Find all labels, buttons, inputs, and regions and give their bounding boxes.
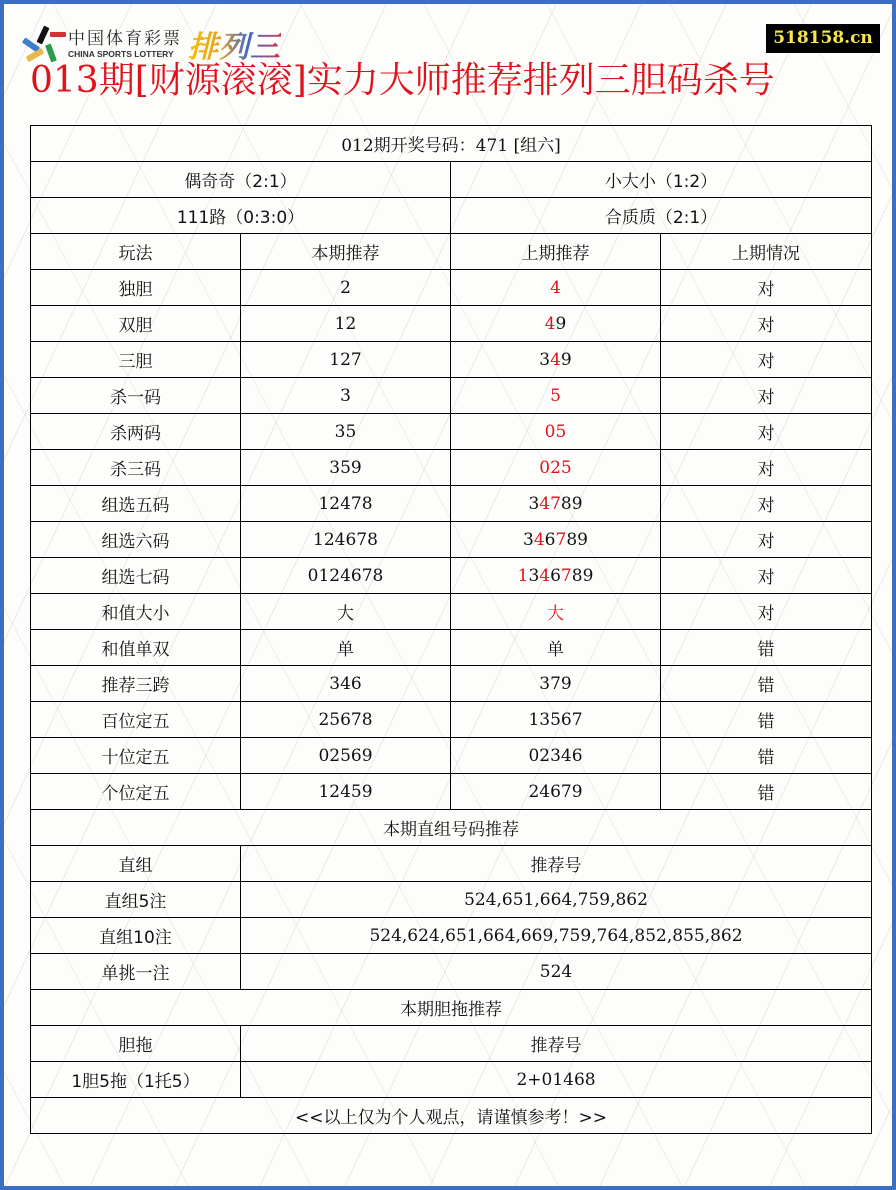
- direct-section-title: 本期直组号码推荐: [31, 810, 872, 846]
- miss-digits: 6: [550, 565, 561, 586]
- current-pick: 大: [241, 594, 451, 630]
- play-type: 组选六码: [31, 522, 241, 558]
- miss-digits: 9: [555, 313, 567, 334]
- footer-row: [31, 1098, 872, 1134]
- hit-digits: 4: [550, 277, 561, 298]
- table-header: [31, 234, 872, 270]
- current-pick: 359: [241, 450, 451, 486]
- table-row: [31, 522, 872, 558]
- table-row: [31, 882, 872, 918]
- table-row: [31, 738, 872, 774]
- play-type: 个位定五: [31, 774, 241, 810]
- current-pick: 12478: [241, 486, 451, 522]
- dantuo-value: 2+01468: [241, 1062, 872, 1098]
- current-pick: 02569: [241, 738, 451, 774]
- table-row: [31, 774, 872, 810]
- play-type: 三胆: [31, 342, 241, 378]
- shape-row: [31, 162, 872, 198]
- previous-pick: [451, 378, 661, 414]
- table-row: [31, 954, 872, 990]
- miss-digits: 单: [547, 640, 564, 660]
- table-row: [31, 918, 872, 954]
- miss-digits: 89: [566, 529, 588, 550]
- direct-col-value: 推荐号: [241, 846, 872, 882]
- miss-digits: 3: [523, 529, 534, 550]
- play-type: 推荐三跨: [31, 666, 241, 702]
- site-badge: 518158.cn: [766, 24, 880, 53]
- previous-pick: [451, 630, 661, 666]
- table-row: [31, 594, 872, 630]
- miss-digits: 6: [544, 529, 556, 550]
- previous-pick: [451, 666, 661, 702]
- previous-result: 对: [661, 558, 872, 594]
- play-type: 百位定五: [31, 702, 241, 738]
- direct-label: 直组10注: [31, 918, 241, 954]
- play-type: 组选五码: [31, 486, 241, 522]
- dantuo-label: 1胆5拖（1托5）: [31, 1062, 241, 1098]
- current-pick: 3: [241, 378, 451, 414]
- previous-result: 错: [661, 630, 872, 666]
- direct-value: 524,624,651,664,669,759,764,852,855,862: [241, 918, 872, 954]
- current-pick: 0124678: [241, 558, 451, 594]
- play-type: 十位定五: [31, 738, 241, 774]
- hit-digits: 025: [539, 457, 572, 478]
- table-row: [31, 630, 872, 666]
- previous-result: 对: [661, 414, 872, 450]
- previous-result: 对: [661, 594, 872, 630]
- previous-pick: [451, 486, 661, 522]
- hit-digits: 大: [547, 604, 564, 624]
- miss-digits: 3: [528, 565, 540, 586]
- current-pick: 346: [241, 666, 451, 702]
- dantuo-col-label: 胆拖: [31, 1026, 241, 1062]
- previous-result: 错: [661, 774, 872, 810]
- draw-result: 012期开奖号码：471 [组六]: [31, 126, 872, 162]
- hit-digits: 4: [544, 313, 556, 334]
- table-row: [31, 270, 872, 306]
- previous-pick: [451, 414, 661, 450]
- play-type: 组选七码: [31, 558, 241, 594]
- play-type: 杀一码: [31, 378, 241, 414]
- previous-result: 对: [661, 486, 872, 522]
- previous-result: 对: [661, 306, 872, 342]
- miss-digits: 89: [571, 565, 594, 586]
- col-header-play: 玩法: [31, 234, 241, 270]
- table-row: [31, 450, 872, 486]
- current-pick: 25678: [241, 702, 451, 738]
- previous-pick: [451, 450, 661, 486]
- current-pick: 2: [241, 270, 451, 306]
- disclaimer-note: <<以上仅为个人观点，请谨慎参考！>>: [31, 1098, 872, 1134]
- logo-cn-text: 中国体育彩票: [68, 29, 182, 49]
- previous-pick: [451, 522, 661, 558]
- table-row: [31, 1062, 872, 1098]
- table-row: [31, 702, 872, 738]
- current-pick: 127: [241, 342, 451, 378]
- road-row: [31, 198, 872, 234]
- direct-header-row: [31, 846, 872, 882]
- previous-pick: [451, 594, 661, 630]
- previous-result: 对: [661, 342, 872, 378]
- previous-pick: [451, 342, 661, 378]
- hit-digits: 05: [544, 421, 567, 442]
- current-pick: 12: [241, 306, 451, 342]
- play-type: 杀两码: [31, 414, 241, 450]
- hit-digits: 5: [550, 385, 561, 406]
- draw-result-row: [31, 126, 872, 162]
- previous-result: 对: [661, 378, 872, 414]
- play-type: 杀三码: [31, 450, 241, 486]
- miss-digits: 02346: [528, 745, 583, 766]
- previous-result: 对: [661, 450, 872, 486]
- direct-label: 直组5注: [31, 882, 241, 918]
- miss-digits: 13567: [528, 709, 583, 730]
- play-type: 和值单双: [31, 630, 241, 666]
- current-pick: 12459: [241, 774, 451, 810]
- hit-digits: 4: [550, 349, 561, 370]
- big-small-pattern: 小大小（1:2）: [451, 162, 872, 198]
- table-row: [31, 306, 872, 342]
- hit-digits: 4: [533, 529, 545, 550]
- direct-label: 单挑一注: [31, 954, 241, 990]
- dantuo-section-title: 本期胆拖推荐: [31, 990, 872, 1026]
- miss-digits: 89: [560, 493, 583, 514]
- previous-pick: [451, 270, 661, 306]
- direct-section-title-row: [31, 810, 872, 846]
- current-pick: 124678: [241, 522, 451, 558]
- hit-digits: 1: [517, 565, 529, 586]
- previous-result: 对: [661, 522, 872, 558]
- play-type: 独胆: [31, 270, 241, 306]
- table-row: [31, 414, 872, 450]
- previous-pick: [451, 702, 661, 738]
- hit-digits: 7: [560, 565, 572, 586]
- page-title: 013期[财源滚滚]实力大师推荐排列三胆码杀号: [30, 60, 775, 101]
- play-type: 双胆: [31, 306, 241, 342]
- col-header-current: 本期推荐: [241, 234, 451, 270]
- miss-digits: 379: [539, 673, 572, 694]
- hit-digits: 47: [539, 493, 561, 514]
- col-header-result: 上期情况: [661, 234, 872, 270]
- miss-digits: 9: [560, 349, 572, 370]
- miss-digits: 3: [528, 493, 540, 514]
- play-type: 和值大小: [31, 594, 241, 630]
- previous-result: 错: [661, 738, 872, 774]
- previous-pick: [451, 306, 661, 342]
- previous-result: 对: [661, 270, 872, 306]
- hit-digits: 4: [539, 565, 551, 586]
- previous-result: 错: [661, 702, 872, 738]
- previous-pick: [451, 558, 661, 594]
- dantuo-section-title-row: [31, 990, 872, 1026]
- table-row: [31, 486, 872, 522]
- direct-value: 524: [241, 954, 872, 990]
- odd-even-pattern: 偶奇奇（2:1）: [31, 162, 451, 198]
- dantuo-col-value: 推荐号: [241, 1026, 872, 1062]
- miss-digits: 3: [539, 349, 551, 370]
- col-header-prev: 上期推荐: [451, 234, 661, 270]
- prediction-table: [30, 125, 872, 1134]
- previous-result: 错: [661, 666, 872, 702]
- direct-col-label: 直组: [31, 846, 241, 882]
- logo-en-text: CHINA SPORTS LOTTERY: [68, 49, 174, 59]
- hit-digits: 7: [555, 529, 567, 550]
- table-row: [31, 558, 872, 594]
- road-pattern: 111路（0:3:0）: [31, 198, 451, 234]
- current-pick: 单: [241, 630, 451, 666]
- table-row: [31, 342, 872, 378]
- table-row: [31, 378, 872, 414]
- game-name: 排列三: [188, 22, 281, 66]
- previous-pick: [451, 738, 661, 774]
- dantuo-header-row: [31, 1026, 872, 1062]
- current-pick: 35: [241, 414, 451, 450]
- prime-pattern: 合质质（2:1）: [451, 198, 872, 234]
- table-row: [31, 666, 872, 702]
- previous-pick: [451, 774, 661, 810]
- direct-value: 524,651,664,759,862: [241, 882, 872, 918]
- miss-digits: 24679: [528, 781, 583, 802]
